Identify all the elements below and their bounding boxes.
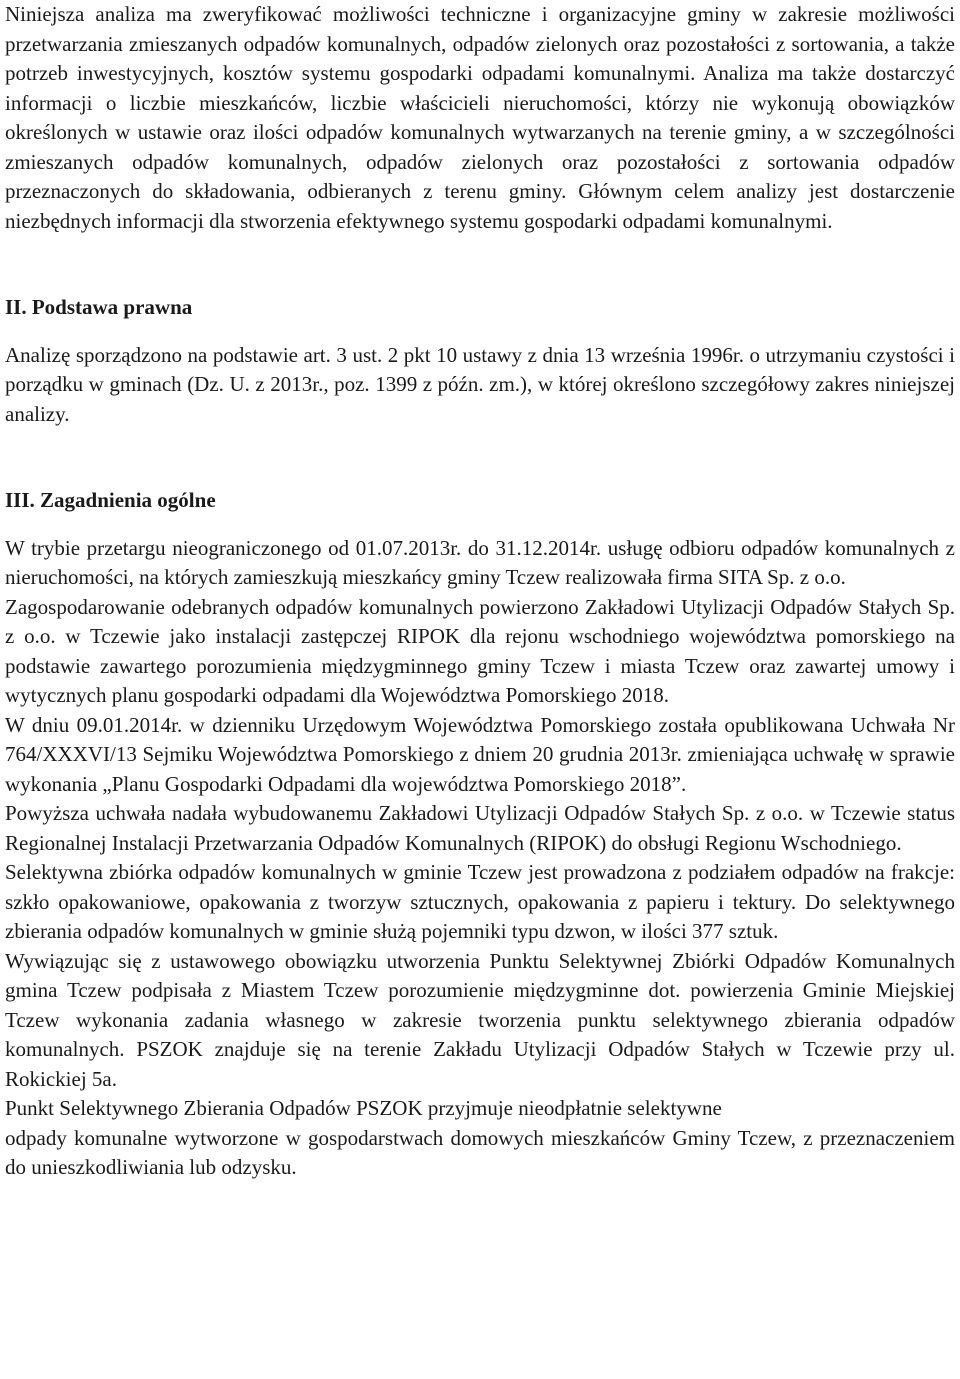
section-3-paragraph: Selektywna zbiórka odpadów komunalnych w gminie Tczew jest prowadzona z podziałem odpadów na frakcje: szkło opakowaniowe, opakowania z tworzyw sztucznych, opakowania z papieru i tektury. Do selektywnego zbierania odpadów komunalnych w gminie służą pojemniki typu dzwon, w ilości 377 sztuk. — [5, 860, 955, 943]
section-3-paragraph: Zagospodarowanie odebranych odpadów komunalnych powierzono Zakładowi Utylizacji Odpadów Stałych Sp. z o.o. w Tczewie jako instalacji zastępczej RIPOK dla rejonu wschodniego województwa pomorskiego na podstawie zawartego porozumienia międzygminnego gminy Tczew i miasta Tczew oraz zawartej umowy i wytycznych planu gospodarki odpadami dla Województwa Pomorskiego 2018. — [5, 594, 955, 707]
spacer — [5, 429, 955, 486]
spacer — [5, 236, 955, 293]
section-3-heading: III. Zagadnienia ogólne — [5, 488, 216, 512]
spacer — [5, 323, 955, 341]
section-3-paragraph: W trybie przetargu nieograniczonego od 01.07.2013r. do 31.12.2014r. usługę odbioru odpadów komunalnych z nieruchomości, na których zamieszkują mieszkańcy gminy Tczew realizowała firma SITA Sp. z o.o. — [5, 535, 955, 589]
section-2-heading: II. Podstawa prawna — [5, 295, 193, 319]
section-3-body — [5, 534, 955, 1183]
document-page — [5, 0, 955, 1183]
section-3-paragraph: odpady komunalne wytworzone w gospodarstwach domowych mieszkańców Gminy Tczew, z przeznaczeniem do unieszkodliwiania lub odzysku. — [5, 1125, 955, 1179]
section-3-paragraph: Wywiązując się z ustawowego obowiązku utworzenia Punktu Selektywnej Zbiórki Odpadów Komunalnych gmina Tczew podpisała z Miastem Tczew porozumienie międzygminne dot. powierzenia Gminie Miejskiej Tczew wykonania zadania własnego w zakresie tworzenia punktu selektywnego zbierania odpadów komunalnych. PSZOK znajduje się na terenie Zakładu Utylizacji Odpadów Stałych w Tczewie przy ul. Rokickiej 5a. — [5, 948, 955, 1091]
section-3-paragraph: Punkt Selektywnego Zbierania Odpadów PSZOK przyjmuje nieodpłatnie selektywne — [5, 1096, 722, 1120]
section-3-paragraph: Powyższa uchwała nadała wybudowanemu Zakładowi Utylizacji Odpadów Stałych Sp. z o.o. w Tczewie status Regionalnej Instalacji Przetwarzania Odpadów Komunalnych (RIPOK) do obsługi Regionu Wschodniego. — [5, 801, 955, 855]
spacer — [5, 516, 955, 534]
intro-paragraph: Niniejsza analiza ma zweryfikować możliwości techniczne i organizacyjne gminy w zakresie możliwości przetwarzania zmieszanych odpadów komunalnych, odpadów zielonych oraz pozostałości z sortowania, a także potrzeb inwestycyjnych, kosztów systemu gospodarki odpadami komunalnymi. Analiza ma także dostarczyć informacji o liczbie mieszkańców, liczbie właścicieli nieruchomości, którzy nie wykonują obowiązków określonych w ustawie oraz ilości odpadów komunalnych wytwarzanych na terenie gminy, a w szczególności zmieszanych odpadów komunalnych, odpadów zielonych oraz pozostałości z sortowania odpadów przeznaczonych do składowania, odbieranych z terenu gminy. Głównym celem analizy jest dostarczenie niezbędnych informacji dla stworzenia efektywnego systemu gospodarki odpadami komunalnymi. — [5, 2, 955, 233]
section-3-paragraph: W dniu 09.01.2014r. w dzienniku Urzędowym Województwa Pomorskiego została opublikowana Uchwała Nr 764/XXXVI/13 Sejmiku Województwa Pomorskiego z dniem 20 grudnia 2013r. zmieniająca uchwałę w sprawie wykonania „Planu Gospodarki Odpadami dla województwa Pomorskiego 2018”. — [5, 712, 955, 796]
section-2-paragraph: Analizę sporządzono na podstawie art. 3 ust. 2 pkt 10 ustawy z dnia 13 września 1996r. o utrzymaniu czystości i porządku w gminach (Dz. U. z 2013r., poz. 1399 z późn. zm.), w której określono szczegółowy zakres niniejszej analizy. — [5, 342, 955, 426]
